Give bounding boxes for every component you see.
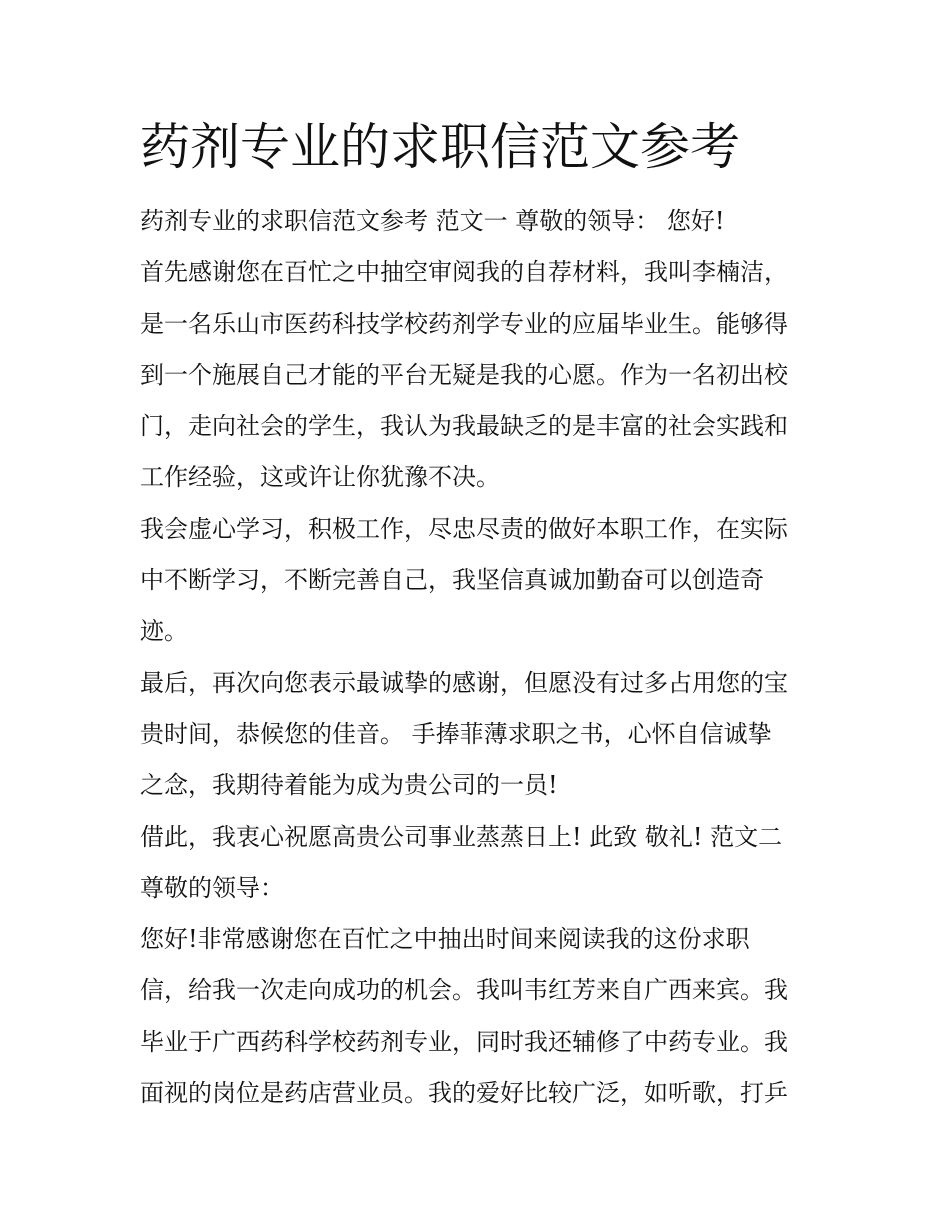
text-line: 信，给我一次走向成功的机会。我叫韦红芳来自广西来宾。我 — [140, 976, 788, 1005]
text-line: 首先感谢您在百忙之中抽空审阅我的自荐材料，我叫李楠洁， — [140, 258, 788, 287]
text-line: 我会虚心学习，积极工作，尽忠尽责的做好本职工作，在实际 — [140, 514, 788, 543]
text-line: 迹。 — [140, 617, 188, 646]
text-line: 毕业于广西药科学校药剂专业，同时我还辅修了中药专业。我 — [140, 1027, 788, 1056]
text-line: 借此，我衷心祝愿高贵公司事业蒸蒸日上! 此致 敬礼! 范文二 — [140, 822, 783, 851]
document-body — [140, 196, 820, 1119]
text-line: 工作经验，这或许让你犹豫不决。 — [140, 463, 500, 492]
text-line: 中不断学习，不断完善自己，我坚信真诚加勤奋可以创造奇 — [140, 566, 764, 595]
text-line: 最后，再次向您表示最诚挚的感谢，但愿没有过多占用您的宝 — [140, 668, 788, 697]
text-line: 到一个施展自己才能的平台无疑是我的心愿。作为一名初出校 — [140, 360, 788, 389]
text-line: 药剂专业的求职信范文参考 范文一 尊敬的领导： 您好! — [140, 207, 725, 235]
text-line: 之念，我期待着能为成为贵公司的一员! — [140, 771, 558, 800]
text-line: 您好!非常感谢您在百忙之中抽出时间来阅读我的这份求职 — [140, 925, 750, 954]
document-title: 药剂专业的求职信范文参考 — [140, 118, 740, 176]
text-line: 尊敬的领导： — [140, 873, 284, 902]
text-line: 面视的岗位是药店营业员。我的爱好比较广泛，如听歌，打乒 — [140, 1079, 788, 1108]
text-line: 贵时间，恭候您的佳音。 手捧菲薄求职之书，心怀自信诚挚 — [140, 719, 772, 748]
text-line: 是一名乐山市医药科技学校药剂学专业的应届毕业生。能够得 — [140, 309, 788, 338]
text-line: 门，走向社会的学生，我认为我最缺乏的是丰富的社会实践和 — [140, 412, 788, 441]
